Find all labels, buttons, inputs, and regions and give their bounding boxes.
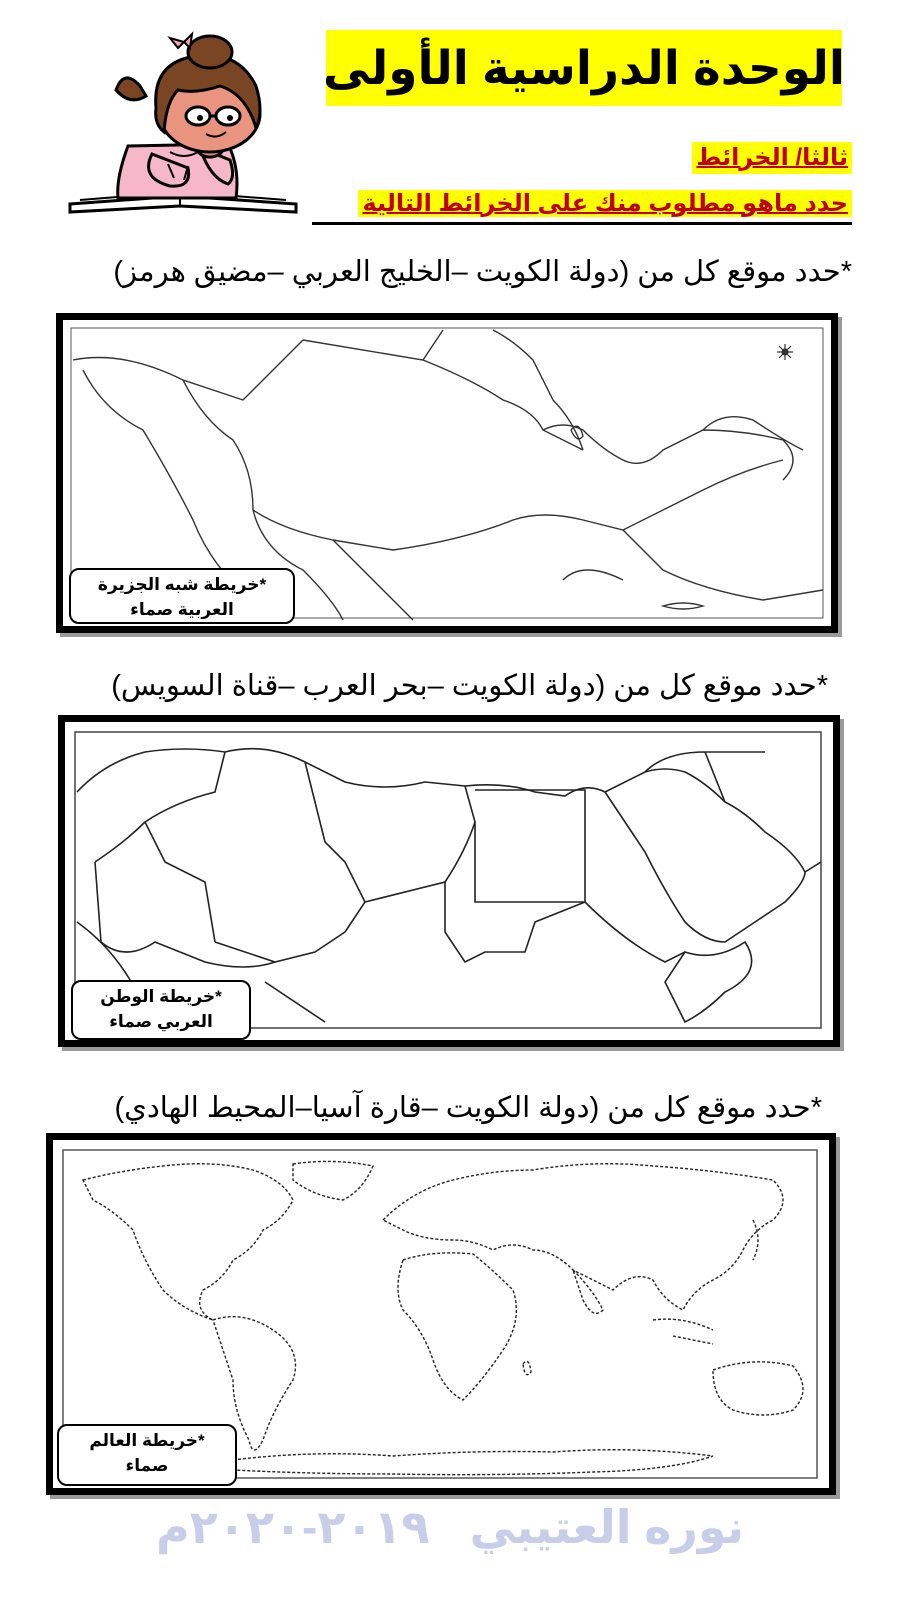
- map-3-label: [57, 1424, 237, 1486]
- map-3-label-line2: صماء: [125, 1456, 169, 1475]
- task-1-text: *حدد موقع كل من (دولة الكويت –الخليج العربي –مضيق هرمز): [113, 256, 852, 288]
- map-arabian-peninsula: [56, 313, 838, 633]
- author-name: نوره العتيبي: [469, 1501, 745, 1553]
- instruction-text: حدد ماهو مطلوب منك على الخرائط التالية: [358, 190, 852, 217]
- task-3-text: *حدد موقع كل من (دولة الكويت –قارة آسيا–المحيط الهادي): [114, 1092, 822, 1124]
- map-3-label-line1: *خريطة العالم: [89, 1431, 205, 1450]
- instruction-line: [312, 188, 852, 225]
- map-1-label-line2: العربية صماء: [130, 600, 234, 619]
- unit-title: الوحدة الدراسية الأولى: [323, 41, 845, 94]
- map-arab-world: [58, 715, 840, 1047]
- reading-girl-illustration: [60, 28, 308, 220]
- author-watermark: [0, 1500, 900, 1554]
- map-2-label: [71, 980, 251, 1040]
- map-1-label: [69, 568, 295, 624]
- map-2-label-line1: *خريطة الوطن: [100, 987, 222, 1006]
- map-1-label-line1: *خريطة شبه الجزيرة: [97, 575, 267, 594]
- task-2-text: *حدد موقع كل من (دولة الكويت –بحر العرب –قناة السويس): [111, 670, 828, 702]
- title-banner: [323, 30, 845, 106]
- map-world: [46, 1133, 836, 1495]
- school-year: ٢٠١٩-٢٠٢٠م: [155, 1501, 430, 1553]
- map-2-label-line2: العربي صماء: [109, 1012, 213, 1031]
- compass-rose-icon: [777, 344, 793, 360]
- section-subtitle: ثالثا/ الخرائط: [692, 142, 852, 174]
